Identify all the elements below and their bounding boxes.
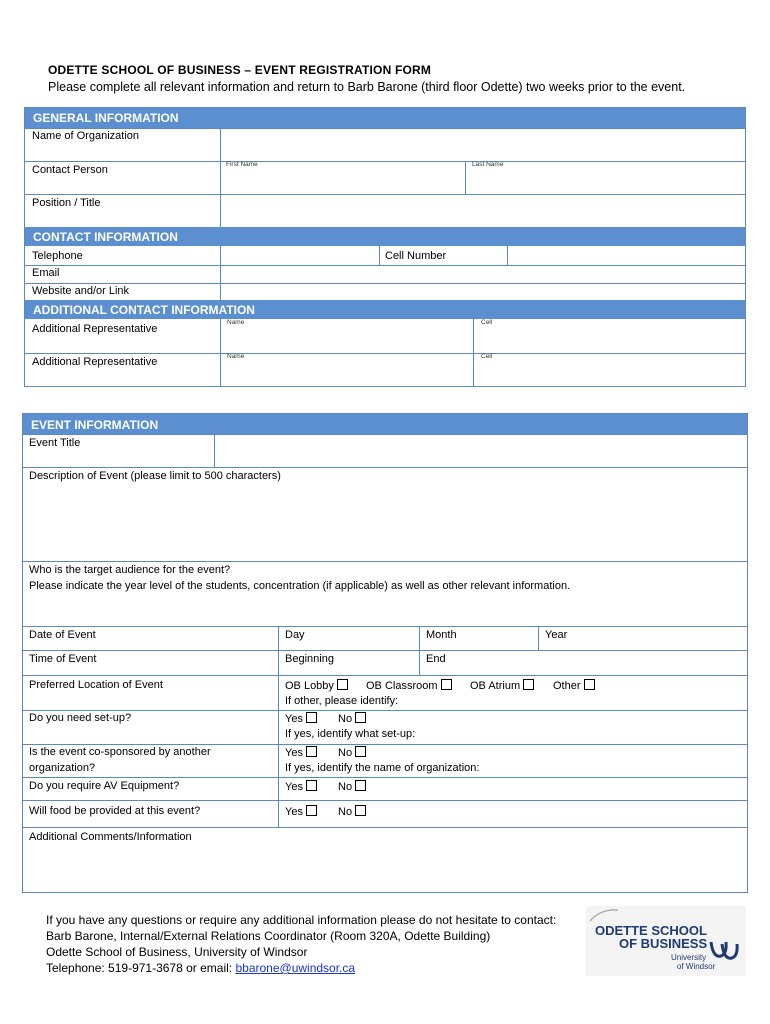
cosponsor-label-1: Is the event co-sponsored by another [29, 746, 211, 758]
cosponsor-yes-option[interactable] [285, 746, 317, 759]
beginning-label[interactable]: Beginning [285, 653, 334, 665]
audience-input[interactable] [24, 596, 746, 625]
contact-person-label: Contact Person [32, 164, 108, 176]
description-input[interactable] [24, 486, 746, 560]
loc-classroom-checkbox[interactable] [441, 679, 452, 690]
footer-contact-phone [46, 961, 355, 975]
loc-other-checkbox[interactable] [584, 679, 595, 690]
additional-contact-header: ADDITIONAL CONTACT INFORMATION [25, 300, 745, 319]
location-label: Preferred Location of Event [29, 679, 163, 691]
food-yes-checkbox[interactable] [306, 805, 317, 816]
rep-1-cell-input[interactable] [474, 328, 744, 352]
loc-lobby-option[interactable] [285, 679, 348, 692]
cosponsor-yes-checkbox[interactable] [306, 746, 317, 757]
year-label[interactable]: Year [545, 629, 568, 641]
cosponsor-yes-label: Yes [285, 747, 303, 759]
other-identify-label: If other, please identify: [285, 695, 399, 707]
rep-1-name-input[interactable] [221, 328, 472, 352]
telephone-input[interactable] [221, 247, 378, 264]
footer-contact-name: Barb Barone, Internal/External Relations Coordinator (Room 320A, Odette Building) [46, 929, 491, 943]
setup-yes-option[interactable] [285, 712, 317, 725]
rep-2-name-input[interactable] [221, 362, 472, 385]
food-yes-option[interactable] [285, 805, 317, 818]
loc-other-label: Other [553, 680, 581, 692]
position-label: Position / Title [32, 197, 101, 209]
odette-logo-mark [586, 906, 746, 976]
website-label: Website and/or Link [32, 285, 130, 297]
footer-phone-text: Telephone: 519-971-3678 or email: [46, 961, 236, 975]
email-label: Email [32, 267, 60, 279]
cell-number-input[interactable] [508, 247, 744, 264]
footer-email-link[interactable]: bbarone@uwindsor.ca [235, 961, 356, 975]
logo-univ1: University [671, 953, 707, 962]
logo-line2: OF BUSINESS [619, 936, 708, 951]
loc-classroom-label: OB Classroom [366, 680, 438, 692]
av-no-label: No [338, 781, 353, 793]
cosponsor-no-option[interactable] [338, 746, 366, 759]
cosponsor-no-label: No [338, 747, 353, 759]
cell-number-label: Cell Number [385, 250, 447, 262]
cosponsor-label-2: organization? [29, 762, 96, 774]
last-name-input[interactable] [467, 168, 744, 193]
setup-no-checkbox[interactable] [355, 712, 366, 723]
website-input[interactable] [221, 284, 744, 300]
rep-2-cell-input[interactable] [474, 362, 744, 385]
av-no-option[interactable] [338, 780, 366, 793]
av-label: Do you require AV Equipment? [29, 780, 180, 792]
general-info-header: GENERAL INFORMATION [25, 108, 745, 128]
setup-no-label: No [338, 713, 353, 725]
contact-info-header: CONTACT INFORMATION [25, 227, 745, 246]
logo-univ2: of Windsor [677, 962, 716, 971]
loc-classroom-option[interactable] [366, 679, 452, 692]
form-title: ODETTE SCHOOL OF BUSINESS – EVENT REGISTRATION FORM [48, 63, 432, 77]
audience-hint: Please indicate the year level of the students, concentration (if applicable) as well as other relevant information. [29, 580, 571, 592]
loc-lobby-label: OB Lobby [285, 680, 334, 692]
cosponsor-no-checkbox[interactable] [355, 746, 366, 757]
footer-contact-school: Odette School of Business, University of Windsor [46, 945, 308, 959]
additional-rep-2-label: Additional Representative [32, 356, 158, 368]
rep-1-cell-hint: Cell [481, 319, 493, 326]
date-label: Date of Event [29, 629, 96, 641]
first-name-hint: First Name [226, 161, 258, 168]
setup-yes-label: Yes [285, 713, 303, 725]
time-label: Time of Event [29, 653, 97, 665]
event-info-header: EVENT INFORMATION [23, 414, 747, 434]
additional-rep-1-label: Additional Representative [32, 323, 158, 335]
food-no-checkbox[interactable] [355, 805, 366, 816]
loc-atrium-label: OB Atrium [470, 680, 521, 692]
logo-line1: ODETTE SCHOOL [595, 923, 707, 938]
loc-lobby-checkbox[interactable] [337, 679, 348, 690]
food-yes-label: Yes [285, 806, 303, 818]
audience-question: Who is the target audience for the event? [29, 564, 231, 576]
first-name-input[interactable] [221, 168, 464, 193]
event-title-input[interactable] [215, 435, 746, 466]
footer-contact-intro: If you have any questions or require any additional information please do not hesitate to contact: [46, 913, 557, 927]
setup-identify-label: If yes, identify what set-up: [285, 728, 416, 740]
food-no-label: No [338, 806, 353, 818]
av-yes-label: Yes [285, 781, 303, 793]
setup-yes-checkbox[interactable] [306, 712, 317, 723]
food-label: Will food be provided at this event? [29, 805, 201, 817]
loc-other-option[interactable] [553, 679, 595, 692]
av-no-checkbox[interactable] [355, 780, 366, 791]
telephone-label: Telephone [32, 250, 83, 262]
event-info-table [22, 413, 748, 893]
rep-2-cell-hint: Cell [481, 353, 493, 360]
loc-atrium-checkbox[interactable] [523, 679, 534, 690]
description-label: Description of Event (please limit to 500 characters) [29, 470, 281, 482]
day-label[interactable]: Day [285, 629, 305, 641]
organization-label: Name of Organization [32, 130, 139, 142]
event-title-label: Event Title [29, 437, 81, 449]
cosponsor-identify-label: If yes, identify the name of organization: [285, 762, 480, 774]
month-label[interactable]: Month [426, 629, 457, 641]
av-yes-checkbox[interactable] [306, 780, 317, 791]
last-name-hint: Last Name [472, 161, 504, 168]
organization-input[interactable] [221, 129, 744, 160]
setup-no-option[interactable] [338, 712, 366, 725]
av-yes-option[interactable] [285, 780, 317, 793]
setup-label: Do you need set-up? [29, 712, 132, 724]
end-label[interactable]: End [426, 653, 446, 665]
rep-1-name-hint: Name [227, 319, 245, 326]
comments-label: Additional Comments/Information [29, 831, 192, 843]
position-input[interactable] [221, 195, 744, 226]
odette-logo [586, 906, 746, 976]
form-instructions: Please complete all relevant information and return to Barb Barone (third floor Odette) two weeks prior to the event. [48, 80, 686, 94]
food-no-option[interactable] [338, 805, 366, 818]
email-input[interactable] [221, 266, 744, 282]
comments-input[interactable] [24, 846, 746, 891]
rep-2-name-hint: Name [227, 353, 245, 360]
loc-atrium-option[interactable] [470, 679, 534, 692]
